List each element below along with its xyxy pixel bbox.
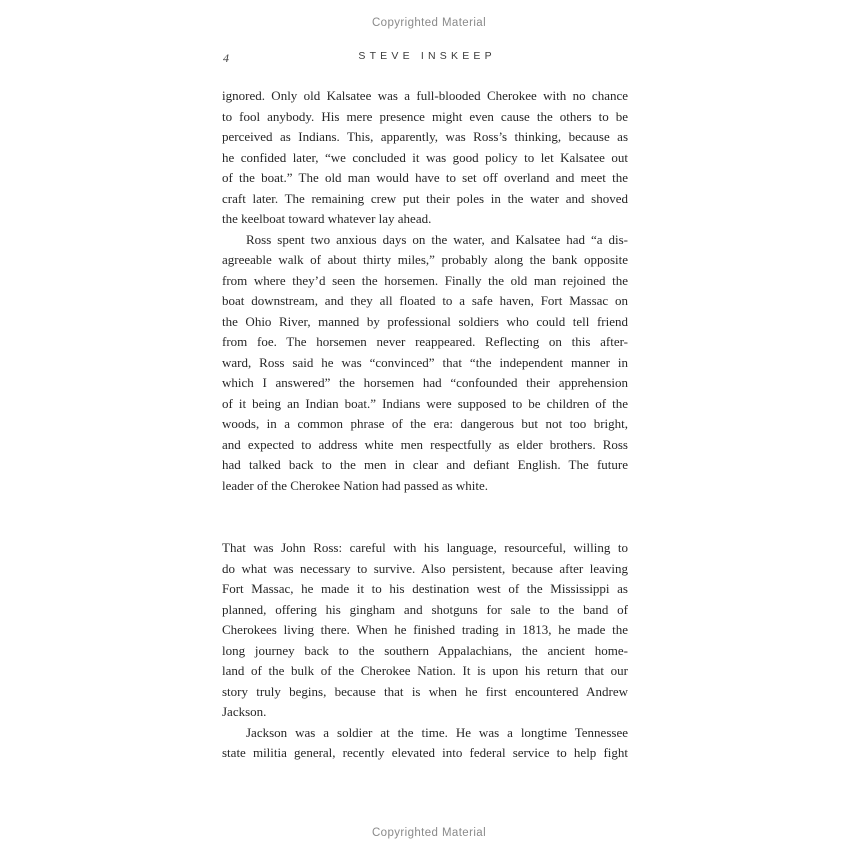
running-head-author: STEVE INSKEEP <box>358 50 496 62</box>
text-line: ignored. Only old Kalsatee was a full-blooded Cherokee with no chance <box>222 88 628 103</box>
text-line: That was John Ross: careful with his language, resourceful, willing to <box>222 540 628 555</box>
text-line: craft later. The remaining crew put their poles in the water and shoved <box>222 190 628 206</box>
paragraph <box>222 86 628 230</box>
paragraph <box>222 723 628 764</box>
text-line: the keelboat toward whatever lay ahead. <box>222 211 432 226</box>
copyright-notice-top: Copyrighted Material <box>371 17 487 29</box>
text-line: do what was necessary to survive. Also persistent, because after leaving <box>222 560 628 576</box>
text-line: leader of the Cherokee Nation had passed as white. <box>222 477 489 493</box>
text-line: Jackson. <box>222 704 267 719</box>
text-line: boat downstream, and they all floated to a safe haven, Fort Massac on <box>222 293 628 308</box>
text-line: land of the bulk of the Cherokee Nation. It is upon his return that our <box>222 663 628 678</box>
text-line: which I answered” the horsemen had “confounded their apprehension <box>222 375 628 390</box>
text-line: state militia general, recently elevated into federal service to help fight <box>222 745 628 760</box>
text-line: woods, in a common phrase of the era: dangerous but not too bright, <box>222 416 628 431</box>
copyright-notice-bottom: Copyrighted Material <box>371 827 487 839</box>
paragraph <box>222 230 628 497</box>
text-line: to fool anybody. His mere presence might even cause the others to be <box>222 108 628 124</box>
page-header <box>222 50 628 66</box>
text-line: from where they’d seen the horsemen. Finally the old man rejoined the <box>222 272 628 288</box>
text-line: of it being an Indian boat.” Indians were supposed to be children of the <box>222 395 628 411</box>
text-line: story truly begins, because that is when he first encountered Andrew <box>222 683 628 699</box>
text-line: Ross spent two anxious days on the water, and Kalsatee had “a dis- <box>246 231 628 247</box>
text-line: Cherokees living there. When he finished trading in 1813, he made the <box>222 622 628 637</box>
text-line: perceived as Indians. This, apparently, was Ross’s thinking, because as <box>222 129 628 144</box>
text-line: agreeable walk of about thirty miles,” probably along the bank opposite <box>222 252 628 267</box>
text-line: and expected to address white men respectfully as elder brothers. Ross <box>222 436 628 452</box>
page-number: 4 <box>223 51 229 65</box>
text-line: from foe. The horsemen never reappeared. Reflecting on this after- <box>222 334 628 349</box>
text-line: ward, Ross said he was “convinced” that “the independent manner in <box>222 354 628 370</box>
text-line: the Ohio River, manned by professional soldiers who could tell friend <box>222 313 628 329</box>
body-text <box>222 86 628 764</box>
paragraph <box>222 538 628 723</box>
text-line: of the boat.” The old man would have to set off overland and meet the <box>222 170 628 185</box>
text-line: he confided later, “we concluded it was good policy to let Kalsatee out <box>222 149 628 165</box>
text-line: had talked back to the men in clear and defiant English. The future <box>222 457 628 472</box>
text-line: planned, offering his gingham and shotguns for sale to the band of <box>222 601 628 617</box>
text-line: Fort Massac, he made it to his destination west of the Mississippi as <box>222 581 628 596</box>
text-line: Jackson was a soldier at the time. He was a longtime Tennessee <box>246 724 628 740</box>
text-line: long journey back to the southern Appalachians, the ancient home- <box>222 642 628 658</box>
